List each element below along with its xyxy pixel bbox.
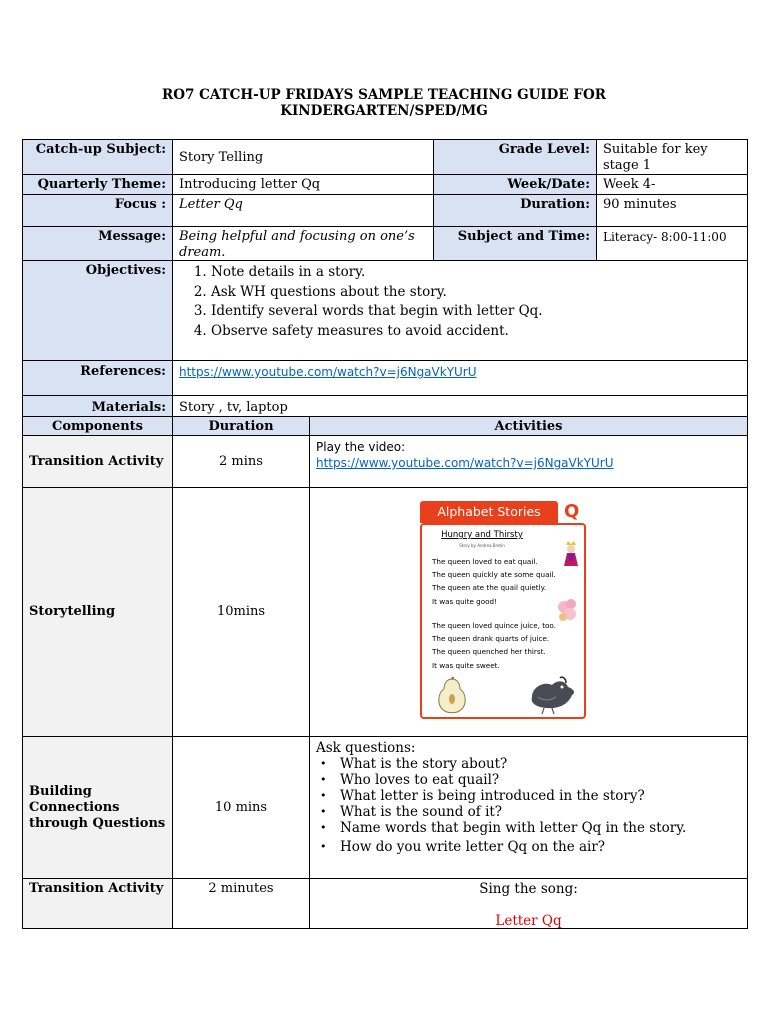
- objective-item: 3. Identify several words that begin with letter Qq.: [211, 302, 747, 322]
- focus-label: Focus :: [22, 194, 173, 227]
- story-line: The queen loved quince juice, too.: [432, 621, 556, 630]
- document-title: [0, 87, 768, 119]
- theme-label: Quarterly Theme:: [22, 174, 173, 195]
- story-frame: [420, 523, 586, 719]
- activity-cell: [309, 878, 748, 929]
- story-card: [420, 501, 598, 719]
- question-item: • How do you write letter Qq on the air?: [334, 839, 741, 855]
- component-label: Storytelling: [29, 604, 116, 619]
- story-verse-1: [432, 555, 556, 608]
- duration-cell: 10mins: [172, 487, 310, 737]
- story-line: It was quite sweet.: [432, 660, 500, 670]
- activity-cell: [309, 435, 748, 488]
- story-letter: Q: [564, 501, 580, 522]
- objective-item: 1. Note details in a story.: [211, 263, 747, 283]
- question-item: • What is the story about?: [334, 756, 741, 772]
- story-line: The queen ate the quail quietly.: [432, 583, 547, 593]
- message-label: Message:: [22, 226, 173, 261]
- subject-time-value: Literacy- 8:00-11:00: [596, 226, 748, 261]
- quince-icon: [556, 595, 580, 625]
- story-byline: Story by Andrea Bretin: [459, 543, 505, 548]
- component-cell: [22, 878, 173, 929]
- duration-value: 90 minutes: [596, 194, 748, 227]
- question-item: • What is the sound of it?: [334, 804, 741, 820]
- message-value: Being helpful and focusing on one’s dream.: [172, 226, 434, 261]
- component-label: Building Connections through Questions: [29, 783, 166, 831]
- week-label: Week/Date:: [433, 174, 597, 195]
- question-item: • Who loves to eat quail?: [334, 772, 741, 788]
- question-item: • What letter is being introduced in the story?: [334, 788, 741, 804]
- story-line: It was quite good!: [432, 596, 497, 606]
- subject-time-label: Subject and Time:: [433, 226, 597, 261]
- component-cell: [22, 487, 173, 737]
- week-value: Week 4-: [596, 174, 748, 195]
- focus-value: Letter Qq: [172, 194, 434, 227]
- component-cell: [22, 736, 173, 879]
- activity-intro: Play the video:: [316, 440, 406, 454]
- story-line: The queen drank quarts of juice.: [432, 634, 550, 644]
- story-title: Hungry and Thirsty: [441, 530, 523, 540]
- story-verse-2: [432, 619, 556, 672]
- grade-value: Suitable for key stage 1: [596, 139, 748, 175]
- objective-item: 2. Ask WH questions about the story.: [211, 283, 747, 303]
- activity-cell: [309, 736, 748, 879]
- theme-value: Introducing letter Qq: [172, 174, 434, 195]
- component-cell: [22, 435, 173, 488]
- story-banner: Alphabet Stories: [420, 501, 558, 523]
- title-line-2: KINDERGARTEN/SPED/MG: [280, 103, 488, 119]
- question-item: • Name words that begin with letter Qq in the story.: [334, 820, 741, 836]
- quince-fruit-icon: [434, 677, 470, 715]
- duration-cell: 2 mins: [172, 435, 310, 488]
- header-activities: Activities: [309, 416, 748, 436]
- question-list: [316, 756, 741, 855]
- activity-cell: [309, 487, 748, 737]
- objective-item: 4. Observe safety measures to avoid accident.: [211, 322, 747, 342]
- references-cell: [172, 360, 748, 396]
- title-line-1: RO7 CATCH-UP FRIDAYS SAMPLE TEACHING GUIDE FOR: [162, 87, 606, 103]
- objectives-list: [173, 263, 747, 341]
- story-line: The queen loved to eat quail.: [432, 557, 538, 566]
- story-line: The queen quenched her thirst.: [432, 647, 546, 657]
- component-label: Transition Activity: [29, 881, 164, 896]
- subject-label: Catch-up Subject:: [22, 139, 173, 175]
- activity-intro: Ask questions:: [316, 740, 416, 756]
- header-duration: Duration: [172, 416, 310, 436]
- queen-icon: [560, 539, 582, 567]
- references-label: References:: [22, 360, 173, 396]
- component-label: Transition Activity: [29, 453, 164, 469]
- quail-icon: [522, 675, 578, 715]
- grade-label: Grade Level:: [433, 139, 597, 175]
- materials-label: Materials:: [22, 395, 173, 417]
- objectives-cell: [172, 260, 748, 361]
- story-line: The queen quickly ate some quail.: [432, 570, 556, 580]
- subject-value: Story Telling: [172, 139, 434, 175]
- duration-cell: 2 minutes: [172, 878, 310, 929]
- duration-label: Duration:: [433, 194, 597, 227]
- objectives-label: Objectives:: [22, 260, 173, 361]
- video-link[interactable]: https://www.youtube.com/watch?v=j6NgaVkYUrU: [316, 456, 614, 470]
- materials-value: Story , tv, laptop: [172, 395, 748, 417]
- header-components: Components: [22, 416, 173, 436]
- references-link[interactable]: https://www.youtube.com/watch?v=j6NgaVkYUrU: [179, 365, 477, 379]
- duration-cell: 10 mins: [172, 736, 310, 879]
- song-title: Letter Qq: [495, 913, 562, 929]
- activity-intro: Sing the song:: [479, 881, 578, 897]
